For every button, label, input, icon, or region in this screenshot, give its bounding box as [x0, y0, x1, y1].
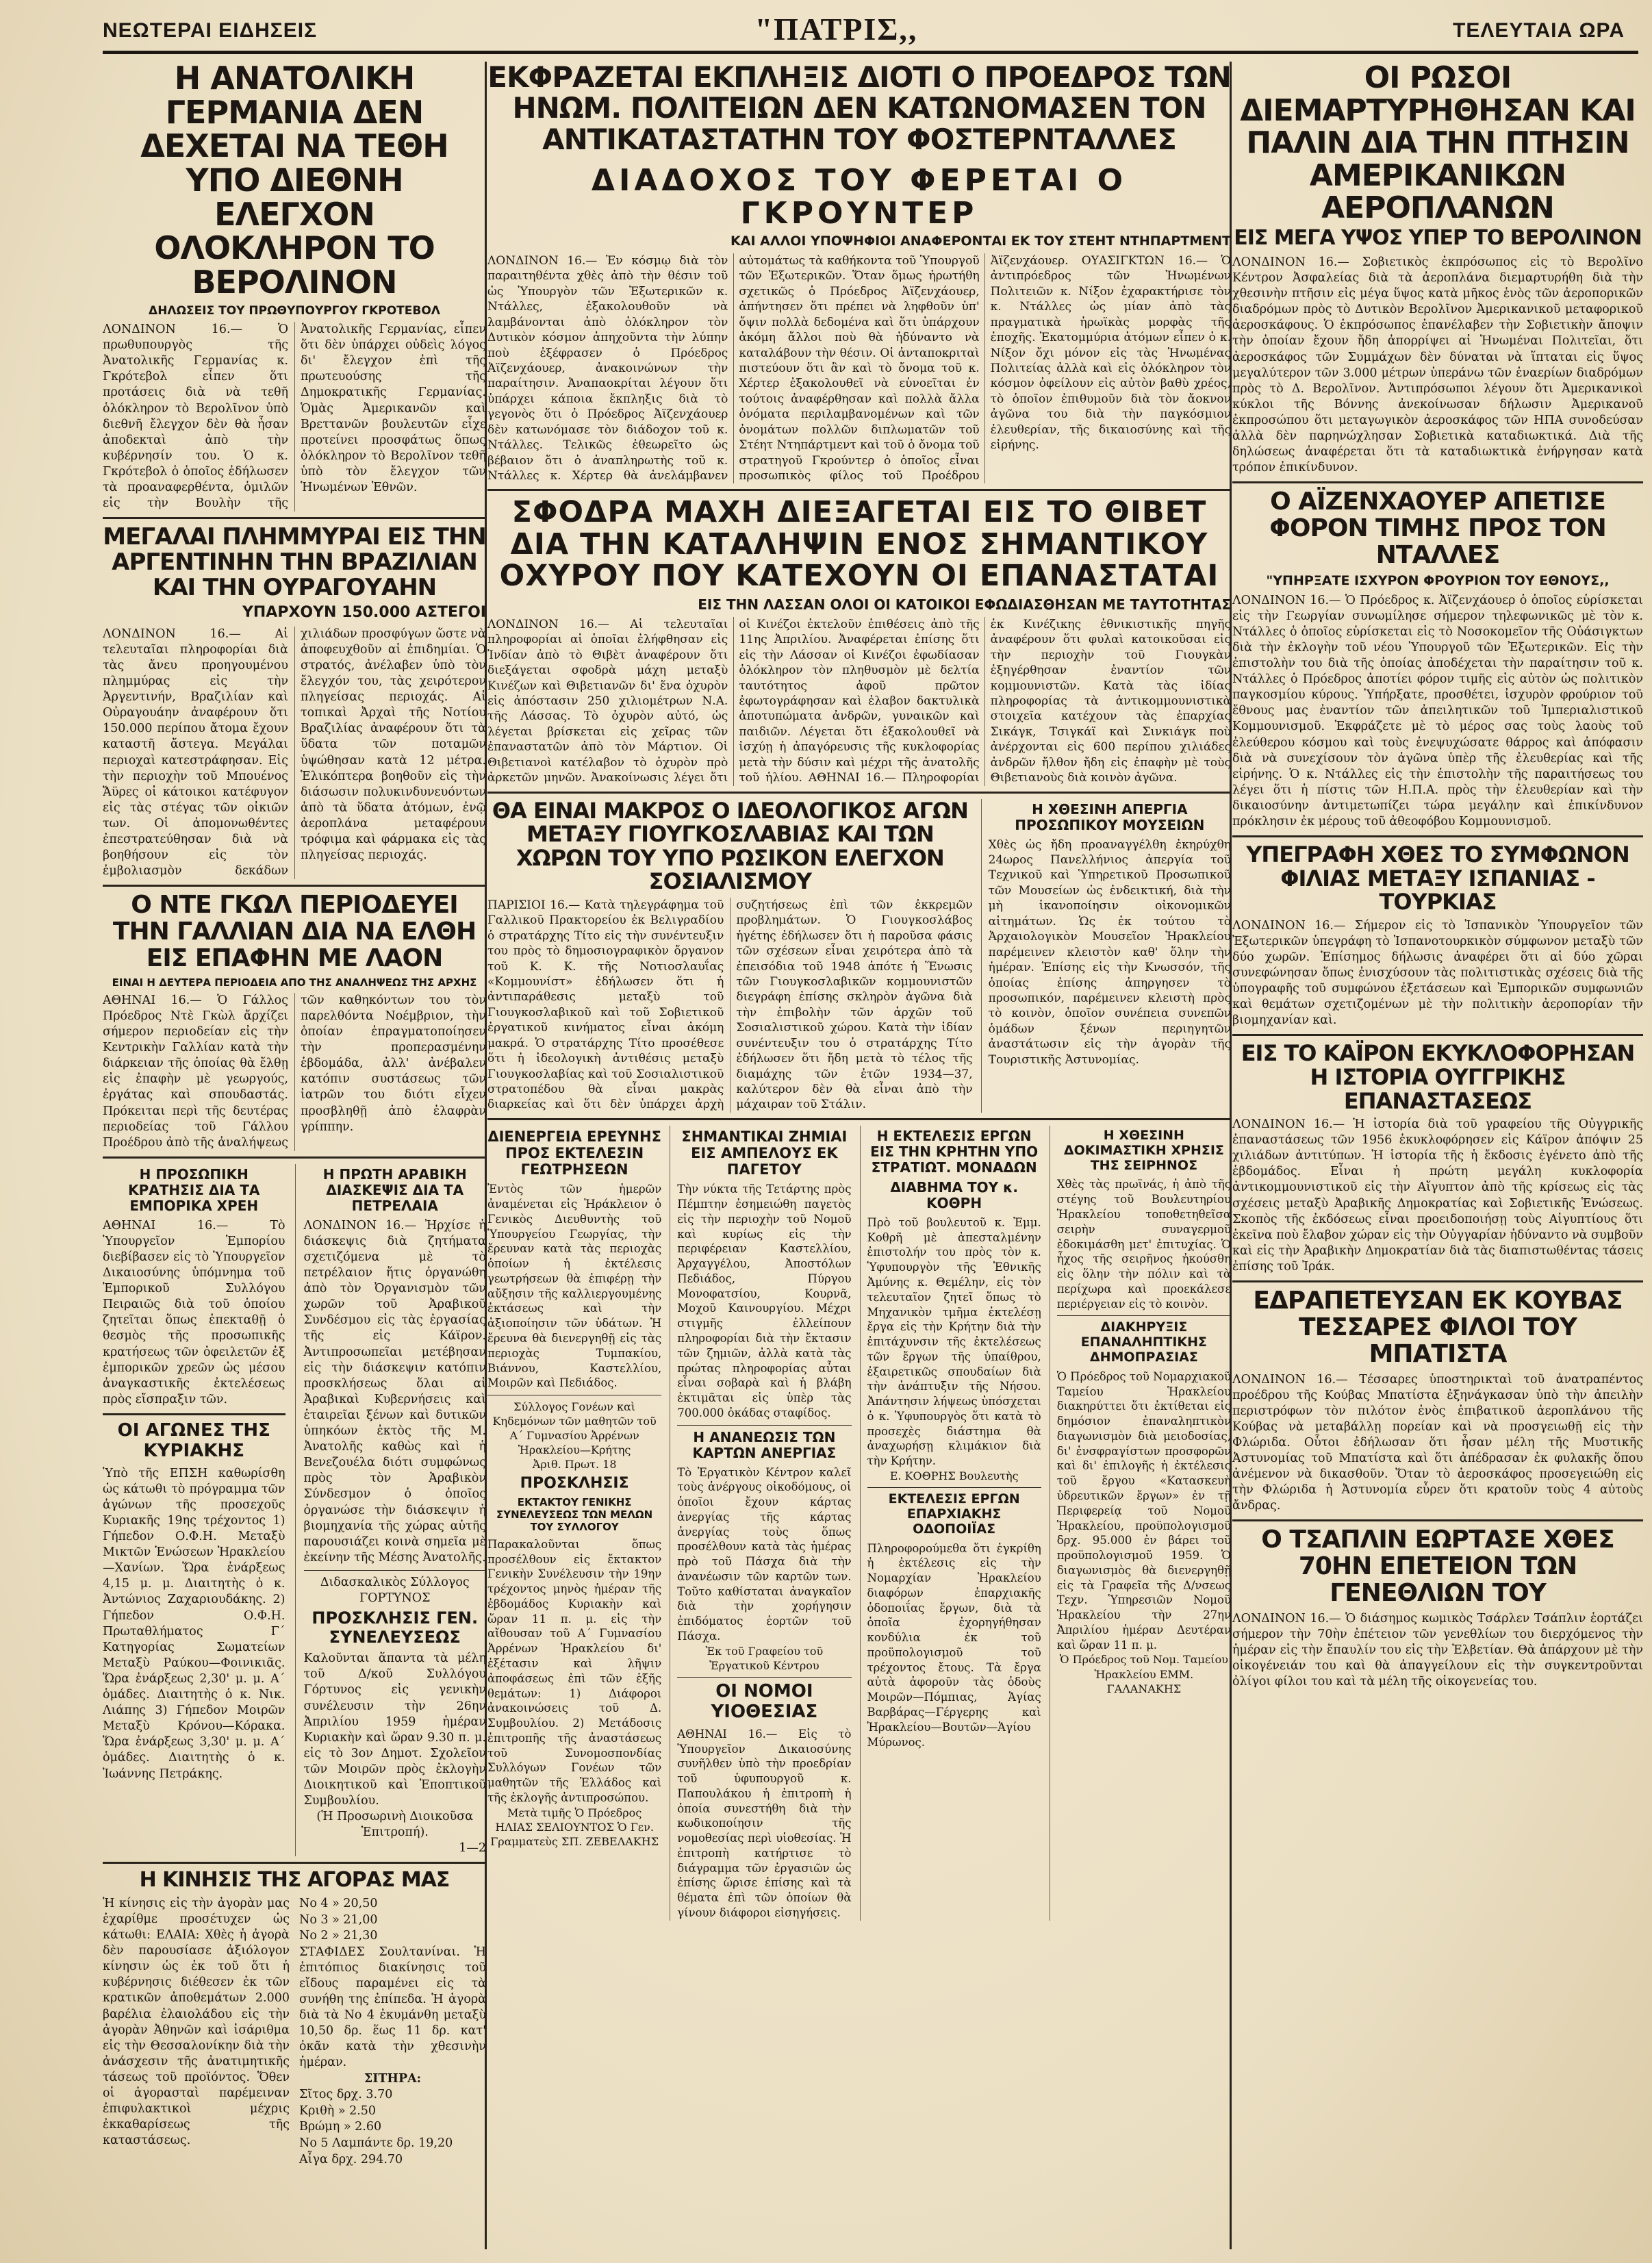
headline: ΔΙΑΚΗΡΥΞΙΣ ΕΠΑΝΑΛΗΠΤΙΚΗΣ ΔΗΜΟΠΡΑΣΙΑΣ	[1080, 1319, 1208, 1365]
article-body: Ὁ Πρόεδρος τοῦ Νομαρχιακοῦ Ταμείου Ἡρακλείου διακηρύττει ὅτι ἐκτίθεται εἰς δημόσιον ἐπαναληπτικὸν διαγωνισμὸν διὰ μειοδοσίας, δι' ἐνσφραγίστων προσφορῶν καὶ δι' ἐπιλογῆς ἡ ἐκτέλεσις τοῦ ἔργου «Κατασκευὴ ὑδρευτικῶν ἔργων» ἐν τῇ Περιφερείᾳ τοῦ Νομοῦ Ἡρακλείου, προϋπολογισμοῦ δρχ. 95.000 ἐν βάρει τοῦ προϋπολογισμοῦ 1959. Ὁ διαγωνισμὸς θὰ διενεργηθῇ εἰς τὰ Γραφεῖα τῆς Δ/νσεως Τεχν. Ὑπηρεσιῶν Νομοῦ Ἡρακλείου τὴν 27ην Ἀπριλίου ἡμέραν Δευτέραν καὶ ὥραν 11 π. μ.	[1056, 1369, 1231, 1652]
headline: ΟΙ ΑΓΩΝΕΣ ΤΗΣ ΚΥΡΙΑΚΗΣ	[117, 1419, 270, 1461]
headline: Η ΠΡΩΤΗ ΑΡΑΒΙΚΗ ΔΙΑΣΚΕΨΙΣ ΔΙΑ ΤΑ ΠΕΤΡΕΛΑΙΑ	[322, 1165, 467, 1214]
article-body: Χθὲς τὰς πρωϊνάς, ἡ ἀπὸ τῆς στέγης τοῦ Βουλευτηρίου Ἡρακλείου τοποθετηθεῖσα σειρὴν συναγερμοῦ ἐδοκιμάσθη μετ' ἐπιτυχίας. Ὁ ἦχος τῆς σειρῆνος ἠκούσθη εἰς ὅλην τὴν πόλιν καὶ τὰ περίχωρα καὶ προεκάλεσε περιέργειαν εἰς τὸ κοινὸν.	[1056, 1178, 1231, 1311]
article-body: Ἐντὸς τῶν ἡμερῶν ἀναμένεται εἰς Ἡράκλειον ὁ Γενικὸς Διευθυντὴς τοῦ Ὑπουργείου Γεωργίας, τὴν ἔρευναν κατὰ τὰς περιοχὰς ὁποίων ἡ ἐκτέλεσις γεωτρήσεων θὰ ἐπιφέρῃ τὴν αὔξησιν τῆς καλλιεργουμένης ἐκτάσεως καὶ τὴν ἀξιοποίησιν τῶν ὑδάτων. Ἡ ἔρευνα θὰ διενεργηθῇ εἰς τὰς περιοχὰς Τυμπακίου, Βιάννου, Καστελλίου, Μοιρῶν καὶ Πεδιάδος.	[487, 1183, 662, 1390]
article-spain-turkey	[1232, 843, 1643, 1028]
article-row	[487, 1126, 1231, 1921]
notice-number: Ἀριθ. Πρωτ. 18	[532, 1458, 617, 1471]
article-tibet	[487, 496, 1231, 785]
headline: Η ΑΝΑΤΟΛΙΚΗ ΓΕΡΜΑΝΙΑ ΔΕΝ ΔΕΧΕΤΑΙ ΝΑ ΤΕΘΗ ΥΠΟ ΔΙΕΘΝΗ ΕΛΕΓΧΟΝ ΟΛΟΚΛΗΡΟΝ ΤΟ ΒΕΡΟΛΙΝΟΝ	[140, 60, 448, 301]
headline: Η ΧΘΕΣΙΝΗ ΑΠΕΡΓΙΑ ΠΡΟΣΩΠΙΚΟΥ ΜΟΥΣΕΙΩΝ	[1015, 800, 1205, 833]
divider	[487, 792, 1231, 794]
divider	[867, 1487, 1041, 1488]
price-row: Νο 4 » 20,50	[299, 1896, 486, 1912]
article-body: Τὸ Ἐργατικὸν Κέντρον καλεῖ τοὺς ἀνέργους οἰκοδόμους, οἱ ὁποῖοι ἔχουν κάρτας ἀνεργίας τῆς κάρτας ἀνεργίας τοὺς ὅπως προσέλθουν κατὰ τὰς ἡμέρας πρὸ τοῦ Πάσχα διὰ τὴν ἀνανέωσιν τῶν καρτῶν των. Τοῦτο καθίσταται ἀναγκαῖον διὰ τὴν χορήγησιν ἐπιδόματος ἑορτῶν τοῦ Πάσχα.	[677, 1465, 852, 1643]
divider	[304, 1570, 487, 1571]
price-value: 294.70	[360, 2152, 403, 2166]
divider	[677, 1425, 851, 1426]
subheadline: ΥΠΑΡΧΟΥΝ 150.000 ΑΣΤΕΓΟΙ	[242, 604, 486, 622]
divider	[677, 1677, 851, 1678]
article-body: ΛΟΝΔΙΝΟΝ 16.— Ὁ Πρόεδρος κ. Ἀϊζενχάουερ ὁ ὁποῖος εὑρίσκεται εἰς τὴν Γεωργίαν συνωμίλησε σήμερον τηλεφωνικῶς μὲ τὸν κ. Ντάλλες ὁ ὁποῖος εὑρίσκεται εἰς τὸ Νοσοκομεῖον τῆς Οὐάσιγκτων διὰ τὴν ἐκλογὴν τοῦ νέου Ὑπουργοῦ τῶν Ἐξωτερικῶν. Εἰς τὴν ἐπιστολὴν του διὰ τῆς ὁποίας ἀποδέχεται τὴν παραίτησιν τοῦ κ. Ντάλλες ὁ Πρόεδρος ἀποτίει φόρον τιμῆς εἰς αὐτὸν ὡς πολιτικὸν παγκοσμίου κύρους. Ὑπήρξατε, προσθέτει, ἰσχυρὸν φρούριον τοῦ ἔθνους μας ἐναντίον τῶν ἀπειλητικῶν τοῦ Ἰμπεριαλιστικοῦ Κομμουνισμοῦ. Ἐκφράζετε μὲ τὸ μέρος σας τοὺς λαοὺς τοῦ ἐλεύθερου κόσμου καὶ τοὺς ἐνεψυχώσατε θάρρος καὶ ἀπόφασιν διὰ νὰ συνεχίσουν τὸν ἀγῶνα ὑπὲρ τῆς ἐλευθερίας καὶ τῆς εἰρήνης. Ὁ κ. Ντάλλες εἰς τὴν ἐπιστολὴν τῆς παραιτήσεως του λέγει ὅτι ἡ πίστις τῶν Η.Π.Α. πρὸς τὴν ἐλευθερίαν καὶ τὴν δικαιοσύνην ἀντιμετωπίζει τώρα μεγάλην καὶ ἐπικίνδυνον πρόκλησιν ἐκ μέρους τοῦ ἀθεοφόβου Κομμουνισμοῦ.	[1232, 593, 1643, 829]
price-value: 2.50	[349, 2103, 377, 2118]
article-body: ΛΟΝΔΙΝΟΝ 16.— Ἐν κόσμῳ διὰ τὸν παραιτηθέντα χθὲς ἀπὸ τὴν θέσιν τοῦ ὡς Ὑπουργὸν τῶν Ἐξωτερικῶν κ. Ντάλλες, ἐξακολουθοῦν νὰ λαμβάνονται ἀπὸ ὁλόκληρον τὸν Δυτικὸν κόσμον ἀπηχοῦντα τὴν λύπην ποὺ ἐξέφρασεν ὁ Πρόεδρος Ἀϊζενχάουερ, ἀνακοινώνων τὴν παραίτησιν. Ἀναπαοκρίται λέγουν ὅτι ὑπάρχει κάποια ἔκπληξις διὰ τὸ γεγονὸς ὅτι ὁ Πρόεδρος Ἀϊζενχάουερ δὲν κατωνόμασε τὸν διάδοχον τοῦ κ. Ντάλλες. Τελικῶς ἐθεωρεῖτο ὡς βέβαιον ὅτι ὁ ἀναπληρωτὴς τοῦ κ. Ντάλλες κ. Χέρτερ θὰ ἀνελάμβανεν αὐτομάτως τὰ καθήκοντα τοῦ Ὑπουργοῦ τῶν Ἐξωτερικῶν. Ὅταν ὅμως ἠρωτήθη σχετικῶς ὁ Πρόεδρος Ἀϊζενχάουερ, ἀπήντησεν ὅτι πρέπει νὰ ληφθοῦν ὑπ' ὄψιν πολλὰ δεδομένα καὶ ὅτι ὑπάρχουν ἀκόμη ἄλλοι ποὺ θὰ ἠδύναντο νὰ καταλάβουν τὴν θέσιν. Οἱ ἀνταποκριταὶ πιστεύουν ὅτι ἂν καὶ τὸ ὄνομα τοῦ κ. Χέρτερ ἐξακολουθεῖ νὰ εὑνοεῖται ἐν τούτοις ἀναφέρθησαν καὶ πολλὰ ἄλλα ὀνόματα περιλαμβανομένων καὶ τῶν ὀνομάτων πολλῶν διπλωματῶν τοῦ Στέητ Ντηπάρτμεντ καὶ τοῦ ὁ ὄνομα τοῦ στρατηγοῦ Γκρούντερ ὁ ὁποῖος εἶναι προσωπικὸς φίλος τοῦ Προέδρου Ἀϊζενχάουερ. ΟΥΑΣΙΓΚΤΩΝ 16.— Ὁ ἀντιπρόεδρος τῶν Ἡνωμένων Πολιτειῶν κ. Νίξον ἐχαρακτήρισε τὸν κ. Ντάλλες ὡς μίαν ἀπὸ τὰς πραγματικὰ ἡρωϊκὰς μορφὰς τῆς ἐποχῆς. Ἐκατομμύρια ἀτόμων εἶπεν ὁ κ. Νίξον ὄχι μόνον εἰς τὰς Ἡνωμένας Πολιτείας ἀλλὰ καὶ εἰς ὁλόκληρον τὸν κόσμον ὀφείλουν εἰς αὐτὸν βαθὺ χρέος, τὸ ὁποῖον ἐπιθυμοῦν διὰ τὸν ἄοκνον ἀγῶνα του διὰ τὴν παγκόσμιον ἐλευθερίαν, τῆς δικαιοσύνης καὶ τῆς εἰρήνης.	[487, 253, 1231, 483]
divider	[103, 1862, 486, 1864]
headline: Ο ΤΣΑΠΛΙΝ ΕΩΡΤΑΣΕ ΧΘΕΣ 70ΗΝ ΕΠΕΤΕΙΟΝ ΤΩΝ ΓΕΝΕΘΛΙΩΝ ΤΟΥ	[1261, 1526, 1614, 1608]
masthead-rule	[103, 51, 1638, 54]
notice-body: Παρακαλοῦνται ὅπως προσέλθουν εἰς ἔκτακτον Γενικὴν Συνέλευσιν τὴν 19ην τρέχοντος μηνὸς ἡμέραν τῆς ἐβδομάδος Κυριακὴν καὶ ὥραν 11 π. μ. εἰς τὴν αἴθουσαν τοῦ Α΄ Γυμνασίου Ἀρρένων Ἡρακλείου δι' ἐξέτασιν καὶ λῆψιν ἀποφάσεως ἐπὶ τῶν ἑξῆς θεμάτων: 1) Διάφοροι ἀνακοινώσεις τοῦ Δ. Συμβουλίου. 2) Μετάδοσις ἐπιτροπῆς τῆς ἀναστάσεως τοῦ Συνομοσπονδίας Συλλόγων Γονέων τῶν μαθητῶν τῆς Ἑλλάδος καὶ τῆς ἐκλογῆς ἀντιπροσώπου.	[487, 1537, 662, 1804]
article-hungary-history	[1232, 1041, 1643, 1275]
article-body: ΛΟΝΔΙΝΟΝ 16.— Ὁ πρωθυπουργὸς τῆς Ἀνατολικῆς Γερμανίας κ. Γκρότεβολ εἶπεν ὅτι προτάσεις διὰ νὰ τεθῆ ὁλόκληρον τὸ Βερολῖνον ὑπὸ διεθνῆ ἔλεγχον δὲν θὰ ἦσαν ἀποδεκταὶ ἀπὸ τὴν κυβέρνησίν του. Ὁ κ. Γκρότεβολ ὁ ὁποῖος ἐδήλωσεν τὰ προαναφερθέντα, ὁμιλῶν εἰς τὴν Βουλὴν τῆς Ἀνατολικῆς Γερμανίας, εἶπεν ὅτι δὲν ὑπάρχει οὐδεὶς λόγος δι' ἔλεγχον ἐπὶ τῆς πρωτευούσης τῆς Δημοκρατικῆς Γερμανίας. Ὁμὰς Ἀμερικανῶν καὶ Βρεττανῶν βουλευτῶν εἶχε προτείνει προσφάτως ὅπως ὁλόκληρον τὸ Βερολῖνον τεθῆ ὑπὸ τὸν ἔλεγχον τῶν Ἡνωμένων Ἐθνῶν.	[103, 323, 486, 511]
article-de-gaulle	[103, 892, 486, 1151]
notice-signature: Μετὰ τιμῆς Ὁ Πρόεδρος ΗΛΙΑΣ ΣΕΛΙΟΥΝΤΟΣ Ὁ Γεν. Γραμματεὺς ΣΠ. ΖΕΒΕΛΑΚΗΣ	[490, 1806, 659, 1848]
price-row	[299, 2136, 486, 2152]
price-value: 19,20	[418, 2136, 453, 2150]
signature: Ἐκ τοῦ Γραφείου τοῦ Ἐργατικοῦ Κέντρου	[705, 1644, 824, 1672]
headline-secondary: ΔΙΑΔΟΧΟΣ ΤΟΥ ΦΕΡΕΤΑΙ Ο ΓΚΡΟΥΝΤΕΡ	[591, 163, 1128, 231]
article-chaplin	[1232, 1527, 1643, 1690]
signature: Ὁ Πρόεδρος τοῦ Νομ. Ταμείου Ἡρακλείου ΕΜΜ. ΓΑΛΑΝΑΚΗΣ	[1059, 1653, 1228, 1695]
headline: Ο ΑΪΖΕΝΧΑΟΥΕΡ ΑΠΕΤΙΣΕ ΦΟΡΟΝ ΤΙΜΗΣ ΠΡΟΣ ΤΟΝ ΝΤΑΛΛΕΣ	[1269, 488, 1606, 570]
divider	[1232, 1280, 1643, 1282]
headline-secondary: ΕΙΣ ΜΕΓΑ ΥΨΟΣ ΥΠΕΡ ΤΟ ΒΕΡΟΛΙΝΟΝ	[1234, 225, 1642, 250]
price-label: Νο 2	[299, 1929, 329, 1943]
article-body: Πρὸ τοῦ βουλευτοῦ κ. Ἐμμ. Κοθρῆ μὲ ἀπεσταλμένην ἐπιστολήν του πρὸς τὸν κ. Ὑφυπουργὸν τῆς Ἐθνικῆς Ἀμύνης κ. Θεμέλην, εἰς τὸν τελευταῖον ζητεῖ ὅπως τὸ Μηχανικὸν τμῆμα ἐκτελέσῃ ἔργα εἰς τὴν Κρήτην διὰ τὴν ἐπιτάχυνσιν τῆς ἐκτελέσεως τῶν ἔργων τῆς ὑπαίθρου, ἐξαιρετικῶς σπουδαίων διὰ τὴν ἀνάπτυξιν τῆς Νήσου. Ἀπάντησιν λήψεως ὑπόσχεται ὁ κ. Ὑφυπουργὸς ὅτι κατὰ τὸ προσεχὲς διάστημα θὰ ἀναχωρήσῃ κλιμάκιον διὰ τὴν Κρήτην.	[867, 1215, 1041, 1468]
headline: ΣΗΜΑΝΤΙΚΑΙ ΖΗΜΙΑΙ ΕΙΣ ΑΜΠΕΛΟΥΣ ΕΚ ΠΑΓΕΤΟΥ	[681, 1128, 848, 1178]
headline: Η ΑΝΑΝΕΩΣΙΣ ΤΩΝ ΚΑΡΤΩΝ ΑΝΕΡΓΙΑΣ	[692, 1428, 837, 1461]
divider	[103, 1156, 486, 1159]
prices-title: ΣΙΤΗΡΑ:	[364, 2071, 422, 2086]
market-prices	[299, 1896, 486, 2168]
section-label-left: ΝΕΩΤΕΡΑΙ ΕΙΔΗΣΕΙΣ	[103, 19, 318, 42]
price-value: 21,00	[343, 1912, 378, 1927]
article-body: Χθὲς ὡς ἤδη προαναγγέλθη ἐκηρύχθη 24ωρος Πανελλήνιος ἀπεργία τοῦ Τεχνικοῦ καὶ Ὑπηρετικοῦ Προσωπικοῦ τῶν Μουσείων ὡς ἐνδεικτική, διὰ τὴν μὴ ἱκανοποίησιν οἰκονομικῶν αἰτημάτων. Ὡς ἐκ τούτου τὸ Ἀρχαιολογικὸν Μουσεῖον Ἡρακλείου παρέμεινεν κλειστὸν καθ' ὅλην τὴν ἡμέραν. Ἐπίσης εἰς τὴν Κνωσσόν, τῆς ὁποίας ἐπίσης ἀπηργησεν τὸ προσωπικόν, παρέμεινεν κλειστὴ πρὸς τὸ κοινὸν, ὁποῖον συνέπεια συνεπῶν ὁμάδων ξένων περιηγητῶν ἀναστάτωσιν εἰς τὴν ἀγορὰν τῆς Τουριστικῆς Ἀστυνομίας.	[988, 837, 1231, 1067]
notice-title: ΠΡΟΣΚΛΗΣΙΣ	[520, 1474, 629, 1492]
article-body: ΛΟΝΔΙΝΟΝ 16.— Τέσσαρες ὑποστηρικταὶ τοῦ ἀνατραπέντος προέδρου τῆς Κούβας Μπατίστα ἐξηνάγκασαν ὑπὸ τὴν ἀπειλὴν περιστρόφων τὸν πιλότον ἑνὸς ἐπιβατικοῦ ἀεροπλάνου τῆς Κούβας νὰ μεταβάλλῃ πορείαν καὶ νὰ προσγειωθῇ εἰς τὴν Φλώριδα. Οὗτοι ἐδήλωσαν ὅτι ἦσαν μέλη τῆς Μυστικῆς Ἀστυνομίας τοῦ Μπατίστα καὶ ὅτι ἀπέδρασαν ἐκ φυλακῆς ὅπου ἀνέμενον νὰ δικασθοῦν. Ὅταν τὸ ἀεροσκάφος προσεγειώθη εἰς τὴν Φλώριδα ἡ Ἀστυνομία εὗρεν ὅτι κρατοῦν τοὺς 4 αὐτοὺς ἄνδρας.	[1232, 1372, 1643, 1513]
article-body: ΑΘΗΝΑΙ 16.— Εἰς τὸ Ὑπουργεῖον Δικαιοσύνης συνῆλθεν ὑπὸ τὴν προεδρίαν τοῦ ὑφυπουργοῦ κ. Παπουλάκου ἡ ἐπιτροπὴ ἡ ὁποία συνεστήθη διὰ τὴν κωδικοποίησιν τῆς νομοθεσίας περὶ υἱοθεσίας. Ἡ ἐπιτροπὴ κατήρτισε τὸ διάγραμμα τῶν ἐργασιῶν ὡς ἐπίσης ὥρισε ἐπίσης καὶ τὰ θέματα ἐπὶ τῶν ὁποίων θὰ γίνουν διάφοροι εἰσηγήσεις.	[677, 1727, 852, 1919]
article-debts	[103, 1164, 285, 1857]
price-row: Νο 3 » 21,00	[299, 1912, 486, 1929]
article-body: Ἡ κίνησις εἰς τὴν ἀγορὰν μας ἐχαρίθμε προσέτυχεν ὡς κάτωθι: ΕΛΑΙΑ: Χθὲς ἡ ἀγορὰ δὲν παρουσίασε ἀξιόλογον κίνησιν ὡς ἐκ τοῦ ὅτι ἡ κυβέρνησις διέθεσεν ἐκ τῶν κρατικῶν ἀποθεμάτων 2.000 βαρέλια ἐλαιολάδου εἰς τὴν ἀγορὰν Ἀθηνῶν καὶ ἰσάριθμα εἰς τὴν Θεσσαλονίκην διὰ τὴν ἀνάσχεσιν τῆς ἀνατιμητικῆς τάσεως τοῦ προϊόντος. Ὅθεν οἱ ἀγορασταὶ παρέμειναν ἐπιφυλακτικοὶ μέχρις ἐκκαθαρίσεως τῆς καταστάσεως.	[103, 1896, 290, 2148]
article-russian-protest	[1232, 62, 1643, 476]
column-center-b	[670, 1126, 851, 1921]
headline: ΣΦΟΔΡΑ ΜΑΧΗ ΔΙΕΞΑΓΕΤΑΙ ΕΙΣ ΤΟ ΘΙΒΕΤ ΔΙΑ ΤΗΝ ΚΑΤΑΛΗΨΙΝ ΕΝΟΣ ΣΗΜΑΝΤΙΚΟΥ ΟΧΥΡΟΥ ΠΟΥ ΚΑΤΕΧΟΥΝ ΟΙ ΕΠΑΝΑΣΤΑΤΑΙ	[499, 495, 1219, 594]
article-body: Ὑπὸ τῆς ΕΠΣΗ καθωρίσθη ὡς κάτωθι τὸ πρόγραμμα τῶν ἀγώνων τῆς προσεχοῦς Κυριακῆς 19ης τρέχοντος 1) Γήπεδον Ο.Φ.Η. Μεταξὺ Μικτῶν Ἑνώσεων Ἡρακλείου—Χανίων. Ὥρα ἐνάρξεως 4,15 μ. μ. Διαιτητὴς ὁ κ. Ἀντώνιος Ζαχαριουδάκης. 2) Γήπεδον Ο.Φ.Η. Πρωταθλήματος Γ΄ Κατηγορίας Σωματείων Μεταξὺ Ραύκου—Φοινικιᾶς. Ὥρα ἐνάρξεως 2,30' μ. μ. Α΄ ὁμάδες. Διαιτητὴς ὁ κ. Νικ. Λιάπης 3) Γήπεδον Μοιρῶν Μεταξὺ Κρόνου—Κόρακα. Ὥρα ἐνάρξεως 3,30' μ. μ. Α΄ ὁμάδες. Διαιτητὴς ὁ κ. Ἰωάννης Πετράκης.	[103, 1466, 285, 1781]
headline: ΥΠΕΓΡΑΦΗ ΧΘΕΣ ΤΟ ΣΥΜΦΩΝΟΝ ΦΙΛΙΑΣ ΜΕΤΑΞΥ ΙΣΠΑΝΙΑΣ - ΤΟΥΡΚΙΑΣ	[1246, 842, 1629, 915]
article-body: ΛΟΝΔΙΝΟΝ 16.— Αἱ τελευταῖαι πληροφορίαι διὰ τὰς ἄνευ προηγουμένου πλημμύρας εἰς τὴν Ἀργεντινήν, Βραζιλίαν καὶ Οὐραγουάην ἀναφέρουν ὅτι 150.000 περίπου ἄτομα ἔχουν καταστῆ ἄστεγα. Μεγάλαι περιοχαὶ κατεστράφησαν. Εἰς τὴν περιοχὴν τοῦ Μπουένος Ἄϋρες οἱ κάτοικοι κατέφυγον εἰς τὰς στέγας τῶν οἰκιῶν των. Οἱ ἀπομονωθέντες ἐπεστρατεύθησαν διὰ νὰ βοηθήσουν εἰς τὸν ἐμβολιασμὸν δεκάδων χιλιάδων προσφύγων ὥστε νὰ ἀποφευχθοῦν αἱ ἐπιδημίαι. Ὁ στρατός, ἀνέλαβεν ὑπὸ τὸν ἔλεγχόν του, τὰς χειρότερον πληγείσας περιοχάς. Αἱ τοπικαὶ Ἀρχαὶ τῆς Νοτίου Βραζιλίας ἀναφέρουν ὅτι τὰ ὕδατα τῶν ποταμῶν ὑψώθησαν κατὰ 12 μέτρα. Ἑλικόπτερα βοηθοῦν εἰς τὴν διάσωσιν πολυκινδυνευόντων ἀπὸ τὰ ὕδατα ἀτόμων, ἐνῷ ἀεροπλάνα μεταφέρουν τρόφιμα καὶ φάρμακα εἰς τὰς πληγείσας περιοχάς.	[103, 627, 486, 878]
article-row	[103, 1164, 486, 1857]
article-body: ΛΟΝΔΙΝΟΝ 16.— Ἠρχίσε ἡ διάσκεψις διὰ ζητήματα σχετιζόμενα μὲ τὸ πετρέλαιον ἥτις ὀργανώθη ἀπὸ τὸν Ὀργανισμὸν τῶν χωρῶν τοῦ Ἀραβικοῦ Συνδέσμου εἰς τὰς ἐργασίας τῆς εἰς Κάϊρον. Ἀντιπροσωπεῖαι μετέβησαν εἰς τὴν διάσκεψιν κατόπιν προσκλήσεως ὅλαι αἱ Ἀραβικαὶ Κυβερνήσεις καὶ ἑταιρεῖαι ξένων καὶ δυτικῶν ὑπηκόων ἐκτὸς τῆς Μ. Ἀνατολῆς καθὼς καὶ ἡ Βενεζουέλα διότι συμφώνως πρὸς τὸν Ἀραβικὸν Σύνδεσμον ὁ ὁποῖος ὀργανώσε τὴν διάσκεψιν ἡ βιομηχανία τῆς χώρας αὐτῆς παρουσιάζει κοινὰ σημεῖα μὲ ἐκείνην τῆς Μέσης Ἀνατολῆς.	[303, 1218, 486, 1565]
article-oil	[295, 1164, 487, 1857]
headline: ΕΚΤΕΛΕΣΙΣ ΕΡΓΩΝ ΕΠΑΡΧΙΑΚΗΣ ΟΔΟΠΟΙΪΑΣ	[888, 1491, 1020, 1537]
section-label-right: ΤΕΛΕΥΤΑΙΑ ΩΡΑ	[1453, 19, 1625, 42]
price-value: 21,30	[343, 1929, 378, 1943]
subheadline: ΕΙΝΑΙ Η ΔΕΥΤΕΡΑ ΠΕΡΙΟΔΕΙΑ ΑΠΟ ΤΗΣ ΑΝΑΛΗΨΕΩΣ ΤΗΣ ΑΡΧΗΣ	[112, 976, 477, 989]
headline: Η ΧΘΕΣΙΝΗ ΔΟΚΙΜΑΣΤΙΚΗ ΧΡΗΣΙΣ ΤΗΣ ΣΕΙΡΗΝΟΣ	[1063, 1127, 1224, 1173]
masthead	[41, 7, 1631, 51]
headline: ΘΑ ΕΙΝΑΙ ΜΑΚΡΟΣ Ο ΙΔΕΟΛΟΓΙΚΟΣ ΑΓΩΝ ΜΕΤΑΞΥ ΓΙΟΥΓΚΟΣΛΑΒΙΑΣ ΚΑΙ ΤΩΝ ΧΩΡΩΝ ΤΟΥ ΥΠΟ ΡΩΣΙΚΟΝ ΕΛΕΓΧΟΝ ΣΟΣΙΑΛΙΣΜΟΥ	[492, 797, 968, 895]
headline: ΟΙ ΡΩΣΟΙ ΔΙΕΜΑΡΤΥΡΗΘΗΣΑΝ ΚΑΙ ΠΑΛΙΝ ΔΙΑ ΤΗΝ ΠΤΗΣΙΝ ΑΜΕΡΙΚΑΝΙΚΩΝ ΑΕΡΟΠΛΑΝΩΝ	[1240, 60, 1636, 226]
divider	[1057, 1315, 1231, 1316]
divider	[487, 489, 1231, 491]
article-body: ΛΟΝΔΙΝΟΝ 16.— Ὁ διάσημος κωμικὸς Τσάρλεν Τσάπλιν ἑορτάζει σήμερον τὴν 70ὴν ἐπέτειον τῶν γενεθλίων του διερχόμενος τὴν ἡμέραν εἰς τὴν ἔπαυλίν του εἰς τὴν Ἑλβετίαν. Θὰ ἀπάρχουν μὲ τὴν οἰκογένειάν του καὶ θὰ ἀπαγγείλουν εἰς τὴν συγκεντροῦνται ὀλίγοι φίλοι του καὶ τὰ μέλη τῆς οἰκογενείας του.	[1232, 1612, 1643, 1689]
headline: Ο ΝΤΕ ΓΚΩΛ ΠΕΡΙΟΔΕΥΕΙ ΤΗΝ ΓΑΛΛΙΑΝ ΔΙΑ ΝΑ ΕΛΘΗ ΕΙΣ ΕΠΑΦΗΝ ΜΕ ΛΑΟΝ	[112, 891, 476, 973]
article-body: ΛΟΝΔΙΝΟΝ 16.— Σοβιετικὸς ἐκπρόσωπος εἰς τὸ Βερολῖνο Κέντρον Ἀσφαλείας διὰ τὰ ἀεροπλάνα διεμαρτυρήθη διὰ τὴν χθεσινὴν πτῆσιν εἰς μέγα ὕψος κατὰ μῆκος ἑνὸς τῶν ἀεροπορικῶν διαδρόμων πρὸς τὸ Δυτικὸν Βερολῖνον Ἀμερικανικοῦ μεταφορικοῦ ἀεροσκάφους. Ὁ ἐκπρόσωπος ἐπανέλαβεν τὴν Σοβιετικὴν ἄποψιν τὴν ὁποίαν ἔχουν ἤδη ἀπορρίψει αἱ Ἡνωμέναι Πολιτεῖαι, ὅτι ἀεροσκάφος τῶν Συμμάχων δὲν δύναται νὰ ἵπταται εἰς ὕψος μεγαλύτερον τῶν 3.000 μέτρων ὑπεράνω τῶν ἐναερίων διαδρόμων πρὸς τὸ Δ. Βερολῖνον. Ἀντιπρόσωποι λέγουν ὅτι Ἀμερικανικοὶ κύκλοι τῆς Βόννης ἀνεκοίνωσαν δήλωσιν Ἀμερικανοῦ ἐκπροσώπου ὅτι μεταγωγικὸν ἀεροσκάφος τῶν ΗΠΑ συνοδεύσαν ἀλλὰ δὲν παρηνώχλησαν Σοβιετικὰ καταδιωκτικά. Διὰ τῆς δηλώσεως ἀναφέρεται ὅτι τὰ καταδιωκτικὰ ἐνήργησαν κατὰ τρόπον ἐπικίνδυνον.	[1232, 255, 1643, 475]
column-left	[103, 62, 486, 2249]
price-value: 3.70	[366, 2088, 393, 2102]
headline: ΕΚΦΡΑΖΕΤΑΙ ΕΚΠΛΗΞΙΣ ΔΙΟΤΙ Ο ΠΡΟΕΔΡΟΣ ΤΩΝ ΗΝΩΜ. ΠΟΛΙΤΕΙΩΝ ΔΕΝ ΚΑΤΩΝΟΜΑΣΕΝ ΤΟΝ ΑΝΤΙΚΑΤΑΣΤΑΤΗΝ ΤΟΥ ΦΟΣΤΕΡΝΤΑΛΛΕΣ	[487, 60, 1231, 156]
headline: ΕΔΡΑΠΕΤΕΥΣΑΝ ΕΚ ΚΟΥΒΑΣ ΤΕΣΣΑΡΕΣ ΦΙΛΟΙ ΤΟΥ ΜΠΑΤΙΣΤΑ	[1253, 1286, 1623, 1368]
price-value: 20,50	[343, 1896, 378, 1910]
price-label: Νο 5 Λαμπάντε δρ.	[299, 2136, 415, 2150]
price-label: Αἶγα δρχ.	[299, 2152, 357, 2166]
article-row	[487, 799, 1231, 1113]
subheadline: ΔΗΛΩΣΕΙΣ ΤΟΥ ΠΡΩΘΥΠΟΥΡΓΟΥ ΓΚΡΟΤΕΒΟΛ	[149, 303, 440, 318]
price-label: Βρώμη	[299, 2120, 340, 2134]
signature: Ε. ΚΟΘΡΗΣ Βουλευτὴς	[889, 1469, 1019, 1482]
headline: ΕΙΣ ΤΟ ΚΑΪΡΟΝ ΕΚΥΚΛΟΦΟΡΗΣΑΝ Η ΙΣΤΟΡΙΑ ΟΥΓΓΡΙΚΗΣ ΕΠΑΝΑΣΤΑΣΕΩΣ	[1241, 1040, 1635, 1114]
notice-body: Καλοῦνται ἅπαντα τὰ μέλη τοῦ Δ/κοῦ Συλλόγου Γόρτυνος εἰς γενικὴν συνέλευσιν τὴν 26ην Ἀπριλίου 1959 ἡμέραν Κυριακὴν καὶ ὥραν 9.30 π. μ. εἰς τὸ 3ον Δημοτ. Σχολεῖον τῶν Μοιρῶν πρὸς ἐκλογὴν Διοικητικοῦ καὶ Ἐποπτικοῦ Συμβουλίου.	[303, 1652, 486, 1808]
notice-number: 1—2	[459, 1841, 486, 1856]
article-eisenhower-dulles	[1232, 489, 1643, 830]
price-label: Νο 3	[299, 1912, 329, 1927]
divider	[1232, 481, 1643, 483]
column-center-c	[860, 1126, 1041, 1921]
column-center	[487, 62, 1231, 2249]
divider	[103, 885, 486, 887]
article-body: ΛΟΝΔΙΝΟΝ 16.— Ἡ ἱστορία διὰ τοῦ γραφείου τῆς Οὐγγρικῆς ἐπαναστάσεως τῶν 1956 ἐκυκλοφόρησεν εἰς Κάϊρον ἀπόψιν 25 χιλιάδων ἀντιτύπων. Ἡ ἱστορία τῆς ἡ ἔκδοσις ἐγένετο ἀπὸ τῆς ἑβδομάδος. Εἶναι ἡ πρώτη μεγάλη κυκλοφορία ἀντικομμουνιστικοῦ εἰς τὴν Αἴγυπτον ἀπὸ τῆς κρίσεως εἰς τὰς σχέσεις μεταξὺ Ἀραβικῆς Δημοκρατίας καὶ Σοβιετικῆς Ἑνώσεως. Σκοπὸς τῆς ἐκδόσεως εἶναι προειδοποιήσῃ τοὺς Αἰγυπτίους ὅτι ἐκεῖνα ποὺ ἔλαβον χώραν εἰς τὴν Οὐγγαρίαν ἠδύναντο νὰ συμβοῦν καὶ εἰς τὴν Ἀραβικὴν Δημοκρατίαν διὰ τὰς διαπιστωθέντας τάσεις ἐπίσης τοῦ Ἰράκ.	[1232, 1117, 1643, 1274]
headline: ΜΕΓΑΛΑΙ ΠΛΗΜΜΥΡΑΙ ΕΙΣ ΤΗΝ ΑΡΓΕΝΤΙΝΗΝ ΤΗΝ ΒΡΑΖΙΛΙΑΝ ΚΑΙ ΤΗΝ ΟΥΡΑΓΟΥΑΗΝ	[103, 523, 486, 601]
headline: Η ΕΚΤΕΛΕΣΙΣ ΕΡΓΩΝ ΕΙΣ ΤΗΝ ΚΡΗΤΗΝ ΥΠΟ ΣΤΡΑΤΙΩΤ. ΜΟΝΑΔΩΝ	[870, 1127, 1039, 1176]
subheadline: ΚΑΙ ΑΛΛΟΙ ΥΠΟΨΗΦΙΟΙ ΑΝΑΦΕΡΟΝΤΑΙ ΕΚ ΤΟΥ ΣΤΕΗΤ ΝΤΗΠΑΡΤΜΕΝΤ	[730, 233, 1231, 249]
price-label: Κριθὴ	[299, 2103, 335, 2118]
notice-org: Σύλλογος Γονέων καὶ Κηδεμόνων τῶν μαθητῶν τοῦ Α΄ Γυμνασίου Ἀρρένων Ἡρακλείου—Κρήτης	[492, 1400, 657, 1457]
article-floods	[103, 524, 486, 879]
price-row	[299, 2152, 486, 2169]
article-market	[103, 1869, 486, 2168]
divider	[1232, 835, 1643, 837]
article-yugoslavia	[487, 799, 973, 1113]
article-cuba-escape	[1232, 1288, 1643, 1514]
price-row: Νο 2 » 21,30	[299, 1928, 486, 1945]
article-body: ΠΑΡΙΣΙΟΙ 16.— Κατὰ τηλεγράφημα τοῦ Γαλλικοῦ Πρακτορείου ἐκ Βελιγραδίου ὁ στρατάρχης Τίτο εἰς τὴν συνέντευξιν του πρὸς τὸ δημοσιογραφικὸν ὄργανον τοῦ Κ. Κ. τῆς Νοτιοσλαυΐας «Κομμουνίστ» ἐδήλωσεν ὅτι ἡ ἀντιπαράθεσις μεταξὺ τοῦ Γιουγκοσλαβικοῦ καὶ τοῦ Σοβιετικοῦ ἐργατικοῦ κινήματος εἶναι ἀκόμη μακρά. Ὁ στρατάρχης Τίτο προσέθεσε ὅτι ἡ ἰδεολογικὴ ἀντιθέσις μεταξὺ Γιουγκοσλαβίας καὶ τοῦ Σοσιαλιστικοῦ στρατοπέδου θὰ εἶναι μακρὰς διαρκείας καὶ ὅτι δὲν ὑπάρχει ἀρχὴ συζητήσεως ἐπὶ τῶν ἐκκρεμῶν προβλημάτων. Ὁ Γιουγκοσλάβος ἡγέτης ἐδήλωσεν ὅτι ἡ παροῦσα φάσις τῶν σχέσεων εἶναι χειρότερα ἀπὸ τὰ ἐπεισόδια τοῦ 1948 ἀπότε ἡ Ἕνωσις τῶν Γιουγκοσλαβικῶν κομμουνιστῶν διεγράφη ἐπίσης σκληρὸν ἀγῶνα διὰ τὴν ἐπιβολὴν τῶν ἀρχῶν τοῦ Σοσιαλιστικοῦ χώρου. Κατὰ τὴν ἰδίαν συνέντευξιν του ὁ στρατάρχης Τίτο ἐδήλωσεν ὅτι ἤδη μετὰ τὸ τέλος τῆς διαμάχης τῶν ἐτῶν 1934—37, καλύτερον δὲν θὰ εἶναι ἀπὸ τὴν μάχαιραν τοῦ Στάλιν.	[487, 898, 973, 1112]
article-museum-strike	[981, 799, 1231, 1113]
column-center-a	[487, 1126, 661, 1921]
price-value: 2.60	[355, 2120, 382, 2134]
divider	[487, 1118, 1231, 1120]
article-body: ΛΟΝΔΙΝΟΝ 16.— Αἱ τελευταῖαι πληροφορίαι αἱ ὁποῖαι ἐλήφθησαν εἰς Ἰνδίαν ἀπὸ τὸ Θιβὲτ ἀναφέρουν ὅτι διεξάγεται σφοδρὰ μάχη μεταξὺ Κινέζων καὶ Θιβετιανῶν δι' ἕνα ὀχυρὸν εἰς ἀπόστασιν 250 χιλιομέτρων Ν.Α. τῆς Λάσσας. Τὸ ὀχυρὸν αὐτό, ὡς λέγεται βρίσκεται εἰς χεῖρας τῶν ἐπαναστατῶν ἀπὸ τὸν Μάρτιον. Οἱ Θιβετιανοὶ κατέλαβον τὸ ὀχυρὸν πρὸ ἀρκετῶν μηνῶν. Ἀνακοίνωσις λέγει ὅτι οἱ Κινέζοι ἐκτελοῦν ἐπιθέσεις ἀπὸ τῆς 11ης Ἀπριλίου. Ἀναφέρεται ἐπίσης ὅτι εἰς τὴν Λάσσαν οἱ Κινέζοι ἐφωδίασαν ὁλόκληρον τὸν πληθυσμὸν μὲ δελτία ταυτότητος ἀφοῦ πρῶτον ἐφωτογράφησαν καὶ ἐλαβον δακτυλικὰ ἀποτυπώματα ἀνδρῶν, γυναικῶν καὶ παιδιῶν. Λέγεται ὅτι ἐξακολουθεῖ νὰ ἰσχύῃ ἡ ἀπαγόρευσις τῆς κυκλοφορίας μετὰ τὴν δύσιν καὶ μέχρι τῆς ἀνατολῆς τοῦ ἡλίου. ΑΘΗΝΑΙ 16.— Πληροφορίαι ἐκ Κινέζικης ἐθνικιστικῆς πηγῆς ἀναφέρουν ὅτι φυλαὶ κατοικοῦσαι εἰς τὴν περιοχὴν τοῦ Γιουγκὰν ἐξηγέρθησαν ἐναντίον τῶν κομμουνιστῶν. Κατὰ τὰς ἰδίας πληροφορίας τὰ ἀντικομμουνιστικὰ στοιχεῖα κατέχουν τὰς ἐπαρχίας Σικάγκ, Τσιγκάϊ καὶ Σινκιάγκ ποὺ ἀνέρχονται εἰς 600 περίπου χιλιάδες ἀνδρῶν ἤλθον ἤδη εἰς ἐπαφὴν μὲ τοὺς Θιβετιανοὺς διὰ κοινὸν ἀγῶνα.	[487, 617, 1231, 785]
article-body: ΑΘΗΝΑΙ 16.— Ὁ Γάλλος Πρόεδρος Ντὲ Γκὼλ ἄρχίζει σήμερον περιοδείαν εἰς τὴν Κεντρικὴν Γαλλίαν κατὰ τὴν διάρκειαν τῆς ὁποίας θὰ ἔλθῃ εἰς ἐπαφὴν μὲ γεωργούς, ἐργάτας καὶ σπουδαστάς. Πρόκειται περὶ τῆς δευτέρας περιοδείας τοῦ Γάλλου Προέδρου ἀπὸ τῆς ἀναλήψεως τῶν καθηκόντων του τὸν παρελθόντα Νοέμβριον, τὴν ὁποίαν ἐπραγματοποίησεν τὴν προπερασμένην ἑβδομάδα, ἀλλ' ἀνέβαλεν κατόπιν συστάσεως τῶν ἰατρῶν του διότι εἶχεν προσβληθῇ ἀπὸ ἐλαφρὰν γρίππην.	[103, 993, 486, 1150]
divider	[1232, 1034, 1643, 1036]
subheadline: "ΥΠΗΡΞΑΤΕ ΙΣΧΥΡΟΝ ΦΡΟΥΡΙΟΝ ΤΟΥ ΕΘΝΟΥΣ,,	[1266, 572, 1610, 588]
notice-title: ΠΡΟΣΚΛΗΣΙΣ ΓΕΝ. ΣΥΝΕΛΕΥΣΕΩΣ	[312, 1608, 479, 1647]
article-body: Τὴν νύκτα τῆς Τετάρτης πρὸς Πέμπτην ἐσημειώθη παγετὸς εἰς τὴν περιοχὴν τοῦ Νομοῦ καὶ κυρίως εἰς τὴν περιφέρειαν Καστελλίου, Ἀρχαγγέλου, Ἀποστόλων Πεδιάδος, Πύργου Μονοφατσίου, Κουρνᾶ, Μοχοῦ Καινουργίου. Μέχρι στιγμῆς ἐλλείπουν πληροφορίαι διὰ τὴν ἔκτασιν τῶν ζημιῶν, ἀλλὰ κατὰ τὰς πρώτας πληροφορίας αὗται εἶναι σοβαρὰ καὶ ἡ βλάβη ἐκτιμᾶται εἰς ὑπὲρ τὰς 700.000 ὀκάδας σταφίδος.	[677, 1183, 852, 1419]
price-row: Βρώμη » 2.60	[299, 2119, 486, 2136]
newspaper-title: "ΠΑΤΡΙΣ,,	[754, 12, 918, 47]
notice-subtitle: ΕΚΤΑΚΤΟΥ ΓΕΝΙΚΗΣ ΣΥΝΕΛΕΥΣΕΩΣ ΤΩΝ ΜΕΛΩΝ ΤΟΥ ΣΥΛΛΟΓΟΥ	[496, 1495, 653, 1533]
market-columns	[103, 1896, 486, 2168]
headline: Η ΚΙΝΗΣΙΣ ΤΗΣ ΑΓΟΡΑΣ ΜΑΣ	[139, 1868, 450, 1893]
notice-org: Διδασκαλικὸς Σύλλογος ΓΟΡΤΥΝΟΣ	[320, 1575, 470, 1605]
price-label: Σῖτος δρχ.	[299, 2088, 362, 2102]
divider	[103, 1413, 285, 1415]
divider	[1232, 1519, 1643, 1521]
staphides-text: ΣΤΑΦΙΔΕΣ Σουλτανίναι. Ἡ ἐπιτόπιος διακίνησις τοῦ εἴδους παραμένει εἰς τὰ συνήθη της ἐπίπεδα. Ἡ ἀγορὰ διὰ τὰ Νο 4 ἐκυμάνθη μεταξὺ 10,50 δρ. ἕως 11 δρ. κατ' ὀκᾶν κατὰ τὴν χθεσινὴν ἡμέραν.	[299, 1945, 486, 2070]
article-body: ΑΘΗΝΑΙ 16.— Τὸ Ὑπουργεῖον Ἐμπορίου διεβίβασεν εἰς τὸ Ὑπουργεῖον Δικαιοσύνης ὑπόμνημα τοῦ Ἐμπορικοῦ Συλλόγου Πειραιῶς διὰ τοῦ ὁποίου ζητεῖται ὅπως ἐπεκταθῇ ὁ θεσμὸς τῆς προσωπικῆς κρατήσεως τῶν ὀφειλετῶν ἐξ ἐμπορικῶν χρεῶν ὡς μέσου ἀναγκαστικῆς ἐκτελέσεως πρὸς εἴσπραξιν τῶν.	[103, 1218, 285, 1406]
headline-secondary: ΔΙΑΒΗΜΑ ΤΟΥ κ. ΚΟΘΡΗ	[890, 1178, 1018, 1211]
headline: Η ΠΡΟΣΩΠΙΚΗ ΚΡΑΤΗΣΙΣ ΔΙΑ ΤΑ ΕΜΠΟΡΙΚΑ ΧΡΕΗ	[128, 1165, 260, 1214]
headline: ΔΙΕΝΕΡΓΕΙΑ ΕΡΕΥΝΗΣ ΠΡΟΣ ΕΚΤΕΛΕΣΙΝ ΓΕΩΤΡΗΣΕΩΝ	[487, 1128, 661, 1178]
notice-signature: (Ἡ Προσωρινὴ Διοικοῦσα Ἐπιτροπή).	[316, 1810, 474, 1840]
subheadline: ΕΙΣ ΤΗΝ ΛΑΣΣΑΝ ΟΛΟΙ ΟΙ ΚΑΤΟΙΚΟΙ ΕΦΩΔΙΑΣΘΗΣΑΝ ΜΕ ΤΑΥΤΟΤΗΤΑΣ	[698, 596, 1231, 613]
price-row: Κριθὴ » 2.50	[299, 2103, 486, 2120]
article-body: Πληροφορούμεθα ὅτι ἐγκρίθη ἡ ἐκτέλεσις εἰς τὴν Νομαρχίαν Ἡρακλείου διαφόρων ἐπαρχιακῆς ὁδοποιΐας ἔργων, διὰ τὰ ὁποῖα ἐχορηγήθησαν κονδύλια ἐκ τοῦ προϋπολογισμοῦ τοῦ τρέχοντος ἔτους. Τὰ ἔργα αὐτὰ ἀφοροῦν τὰς ὁδοὺς Μοιρῶν—Πόμπιας, Ἁγίας Βαρβάρας—Γέργερης καὶ Ἡρακλείου—Βουτῶν—Ἁγίου Μύρωνος.	[867, 1541, 1041, 1749]
price-label: Νο 4	[299, 1896, 329, 1910]
headline: ΟΙ ΝΟΜΟΙ ΥΙΟΘΕΣΙΑΣ	[711, 1680, 818, 1722]
price-row	[299, 2087, 486, 2103]
article-east-germany	[103, 62, 486, 511]
divider	[103, 517, 486, 519]
article-body: ΛΟΝΔΙΝΟΝ 16.— Σήμερον εἰς τὸ Ἰσπανικὸν Ὑπουργεῖον τῶν Ἐξωτερικῶν ὑπεγράφη τὸ Ἰσπανοτουρκικὸν σύμφωνον μεταξὺ τῶν δύο χωρῶν. Ἐπίσημος δήλωσις ἀναφέρει ὅτι αἱ δύο χῶραι συνεφώνησαν ὅπως ἐνισχύσουν τὰς πολιτιστικὰς σχέσεις διὰ τῆς ὑπογραφῆς τοῦ συμφώνου ἐξετάσεων καὶ Ἐμπορικῶν συμφωνιῶν καὶ θεμάτων σχετιζομένων μὲ τὴν πολιτικὴν ἀεροπορίαν τῆν βιομηχανίαν καὶ.	[1232, 918, 1643, 1028]
column-center-d	[1050, 1126, 1231, 1921]
column-right	[1232, 62, 1643, 2249]
article-dulles-successor	[487, 62, 1231, 483]
